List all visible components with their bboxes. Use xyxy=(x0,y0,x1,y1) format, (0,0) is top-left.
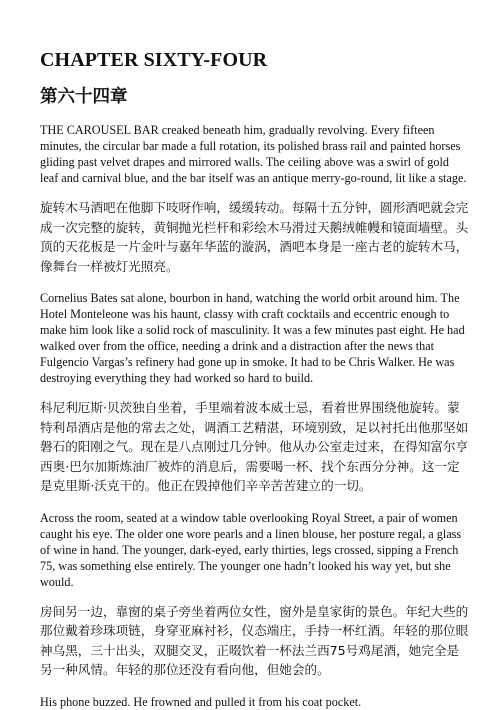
paragraph-en-1: THE CAROUSEL BAR creaked beneath him, gradually revolving. Every fifteen minutes, the circular bar made a full rotation, its polished brass rail and painted horses gliding past velvet drapes and mirrored walls. The ceiling above was a swirl of gold leaf and carnival blue, and the bar itself was an antique merry-go-round, lit like a stage. xyxy=(40,123,467,185)
paragraph-zh-2: 科尼利厄斯·贝茨独自坐着，手里端着波本威士忌，看着世界围绕他旋转。蒙特利昂酒店是他的常去之处，调酒工艺精湛，环境别致，足以衬托出他那坚如磐石的阳刚之气。现在是八点刚过几分钟。他从办公室走过来，在得知富尔亨西奥·巴尔加斯炼油厂被炸的消息后，需要喝一杯、找个东西分分神。这一定是克里斯·沃克干的。他正在毁掉他们辛辛苦苦建立的一切。 xyxy=(40,400,469,493)
paragraph-zh-3: 房间另一边，靠窗的桌子旁坐着两位女性，窗外是皇家街的景色。年纪大些的那位戴着珍珠项链，身穿亚麻衬衫，仪态端庄，手持一杯红酒。年轻的那位眼神乌黑，三十出头，双腿交叉，正啜饮着一杯法兰西75号鸡尾酒，她完全是另一种风情。年轻的那位还没有看向他，但她会的。 xyxy=(40,603,469,677)
paragraph-zh-1: 旋转木马酒吧在他脚下吱呀作响，缓缓转动。每隔十五分钟，圆形酒吧就会完成一次完整的旋转，黄铜抛光栏杆和彩绘木马滑过天鹅绒帷幔和镜面墙壁。头顶的天花板是一片金叶与嘉年华蓝的漩涡，酒吧本身是一座古老的旋转木马，像舞台一样被灯光照亮。 xyxy=(40,200,469,274)
chapter-title-en: CHAPTER SIXTY-FOUR xyxy=(40,49,268,71)
page-content xyxy=(40,48,470,710)
paragraph-en-3: Across the room, seated at a window table overlooking Royal Street, a pair of women caught his eye. The older one wore pearls and a linen blouse, her posture regal, a glass of wine in hand. The younger, dark-eyed, early thirties, legs crossed, sipping a French 75, was something else entirely. The younger one hadn’t looked his way yet, but she would. xyxy=(40,510,462,589)
paragraph-en-4: His phone buzzed. He frowned and pulled it from his coat pocket. xyxy=(40,694,362,709)
chapter-title-zh: 第六十四章 xyxy=(40,87,128,107)
paragraph-en-2: Cornelius Bates sat alone, bourbon in hand, watching the world orbit around him. The Hotel Monteleone was his haunt, classy with craft cocktails and eccentric enough to make him look like a solid rock of masculinity. It was a few minutes past eight. He had walked over from the office, needing a drink and a distraction after the news that Fulgencio Vargas’s refinery had gone up in smoke. It had to be Chris Walker. He was destroying everything they had worked so hard to build. xyxy=(40,291,465,385)
